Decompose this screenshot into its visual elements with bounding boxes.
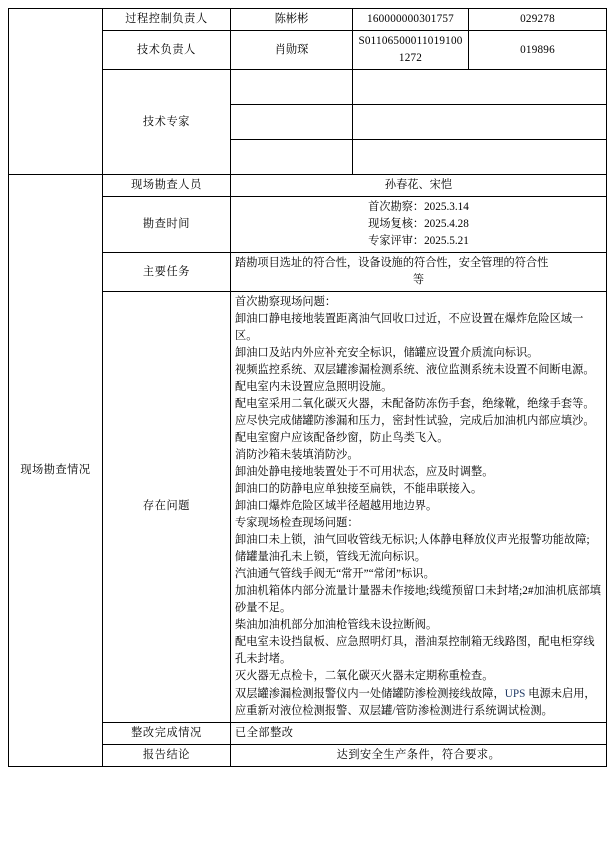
issue-item: 储罐量油孔未上锁，管线无流向标识。 bbox=[235, 551, 427, 564]
row-label-rectification: 整改完成情况 bbox=[103, 722, 231, 744]
cell-expert-name-3 bbox=[231, 140, 353, 175]
issue-item: 卸油处静电接地装置处于不可用状态，应及时调整。 bbox=[235, 466, 494, 479]
cell-expert-cert-1 bbox=[353, 70, 607, 105]
site-survey-table bbox=[8, 8, 607, 767]
row-label-technical-lead: 技术负责人 bbox=[103, 31, 231, 70]
cell-expert-cert-3 bbox=[353, 140, 607, 175]
issue-item: 卸油口爆炸危险区域半径超越用地边界。 bbox=[235, 500, 438, 513]
issue-item: 加油机箱体内部分流量计量器未作接地;线缆预留口未封堵;2#加油机底部填砂量不足。 bbox=[235, 585, 601, 615]
cell-rectification-status: 已全部整改 bbox=[231, 722, 607, 744]
issue-item-ups bbox=[235, 686, 602, 720]
issue-item: 应尽快完成储罐防渗漏和压力，密封性试验，完成后加油机内部应填沙。 bbox=[235, 415, 595, 428]
row-label-survey-personnel: 现场勘查人员 bbox=[103, 175, 231, 197]
issue-item: 灭火器无点检卡，二氧化碳灭火器未定期称重检查。 bbox=[235, 670, 494, 683]
issue-ups-post: 电源未启用，应重新对液位检测报警、双层罐/管防渗检测进行系统调试检测。 bbox=[235, 687, 596, 717]
issue-item: 柴油加油机部分加油枪管线未设拉断阀。 bbox=[235, 619, 438, 632]
issue-item: 汽油通气管线手阀无“常开”“常闭”标识。 bbox=[235, 568, 435, 581]
cell-number-process-control: 029278 bbox=[469, 9, 607, 31]
row-label-existing-issues: 存在问题 bbox=[103, 292, 231, 722]
issue-item: 卸油口静电接地装置距离油气回收口过近，不应设置在爆炸危险区域一区。 bbox=[235, 313, 584, 343]
row-label-conclusion: 报告结论 bbox=[103, 744, 231, 766]
cell-report-conclusion: 达到安全生产条件，符合要求。 bbox=[231, 744, 607, 766]
section-label-site-survey: 现场勘查情况 bbox=[9, 175, 103, 767]
cell-survey-personnel: 孙春花、宋恺 bbox=[231, 175, 607, 197]
main-task-tail: 等 bbox=[412, 274, 425, 287]
issue-item: 配电室窗户应该配备纱窗，防止鸟类飞入。 bbox=[235, 432, 449, 445]
row-label-process-control: 过程控制负责人 bbox=[103, 9, 231, 31]
table-row bbox=[9, 9, 607, 31]
cell-survey-time bbox=[231, 197, 607, 253]
issue-item: 配电室未设挡鼠板、应急照明灯具，潜油泵控制箱无线路图，配电柜穿线孔未封堵。 bbox=[235, 636, 595, 666]
cell-number-technical-lead: 019896 bbox=[469, 31, 607, 70]
cell-main-task bbox=[231, 253, 607, 292]
survey-time-entry-recheck: 现场复核：2025.4.28 bbox=[368, 218, 469, 231]
issue-item: 卸油口未上锁，油气回收管线无标识;人体静电释放仪声光报警功能故障; bbox=[235, 534, 590, 547]
cell-name-process-control: 陈彬彬 bbox=[231, 9, 353, 31]
cell-cert-process-control: 160000000301757 bbox=[353, 9, 469, 31]
issue-item: 消防沙箱未装填消防沙。 bbox=[235, 449, 359, 462]
cell-expert-name-1 bbox=[231, 70, 353, 105]
table-row bbox=[9, 175, 607, 197]
issues-heading-first: 首次勘察现场问题： bbox=[235, 296, 337, 309]
issues-heading-expert: 专家现场检查现场问题： bbox=[235, 517, 359, 530]
cell-expert-cert-2 bbox=[353, 105, 607, 140]
row-label-technical-expert: 技术专家 bbox=[103, 70, 231, 175]
issue-item: 配电室内未设置应急照明设施。 bbox=[235, 381, 393, 394]
issue-item: 卸油口的防静电应单独接至扁铁，不能串联接入。 bbox=[235, 483, 483, 496]
cell-name-technical-lead: 肖勋琛 bbox=[231, 31, 353, 70]
main-task-text: 踏勘项目选址的符合性，设备设施的符合性，安全管理的符合性 bbox=[235, 257, 549, 270]
issue-item: 卸油口及站内外应补充安全标识，储罐应设置介质流向标识。 bbox=[235, 347, 539, 360]
cell-existing-issues bbox=[231, 292, 607, 722]
issue-ups-pre: 双层罐渗漏检测报警仪内一处储罐防渗检测接线故障， bbox=[235, 687, 505, 700]
personnel-section-spacer bbox=[9, 9, 103, 175]
cell-cert-technical-lead: S011065000110191001272 bbox=[353, 31, 469, 70]
row-label-main-task: 主要任务 bbox=[103, 253, 231, 292]
issue-item: 配电室采用二氧化碳灭火器，未配备防冻伤手套，绝缘靴，绝缘手套等。 bbox=[235, 398, 595, 411]
issue-ups-token: UPS bbox=[504, 687, 526, 700]
row-label-survey-time: 勘查时间 bbox=[103, 197, 231, 253]
cell-expert-name-2 bbox=[231, 105, 353, 140]
survey-time-entry-first: 首次勘察：2025.3.14 bbox=[368, 201, 469, 214]
issue-item: 视频监控系统、双层罐渗漏检测系统、液位监测系统未设置不间断电源。 bbox=[235, 364, 595, 377]
survey-time-entry-review: 专家评审：2025.5.21 bbox=[368, 235, 469, 248]
